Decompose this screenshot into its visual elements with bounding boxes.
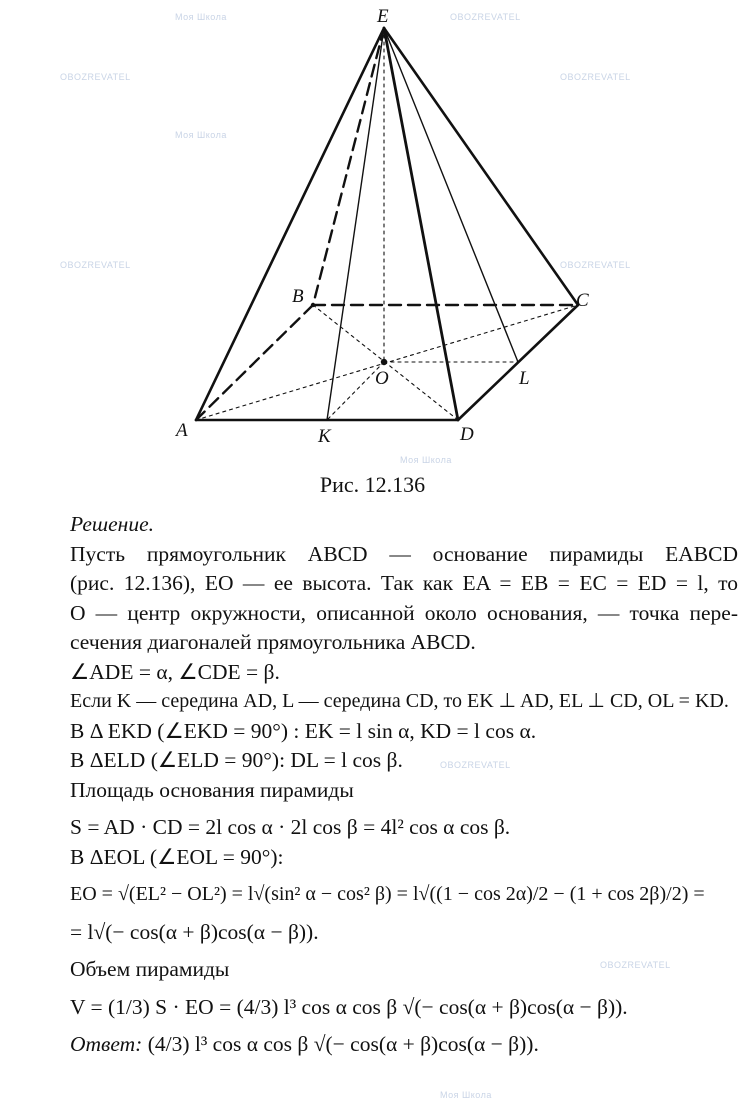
label-A: A <box>176 420 188 441</box>
figure-caption: Рис. 12.136 <box>319 472 426 497</box>
text-line: (рис. 12.136), EO — ее высота. Так как EA = EB = EC = ED = l, то <box>70 571 738 595</box>
edge-AB <box>196 305 313 420</box>
label-O: O <box>375 368 389 389</box>
label-B: B <box>292 286 304 307</box>
volume-formula: V = (1/3) S · EO = (4/3) l³ cos α cos β √(− cos(α + β)cos(α − β)). <box>70 994 628 1019</box>
text-line: Если K — середина AD, L — середина CD, то EK ⊥ AD, EL ⊥ CD, OL = KD. <box>70 690 729 712</box>
label-K: K <box>318 426 331 447</box>
text-line: В Δ EKD (∠EKD = 90°) : EK = l sin α, KD = l cos α. <box>70 718 537 743</box>
label-E: E <box>377 6 389 27</box>
angle-definition: ∠ADE = α, ∠CDE = β. <box>70 659 280 684</box>
label-L: L <box>519 368 530 389</box>
pyramid-figure <box>0 0 745 470</box>
watermark: OBOZREVATEL <box>600 960 671 970</box>
watermark: Моя Школа <box>400 455 452 465</box>
label-C: C <box>576 290 589 311</box>
base-area-formula: S = AD · CD = 2l cos α · 2l cos β = 4l² cos α cos β. <box>70 815 511 839</box>
watermark: OBOZREVATEL <box>60 260 131 270</box>
text-line: В ΔELD (∠ELD = 90°): DL = l cos β. <box>70 748 403 772</box>
watermark: OBOZREVATEL <box>60 72 131 82</box>
label-D: D <box>460 424 474 445</box>
edge-EC <box>384 28 578 305</box>
text-line: Пусть прямоугольник ABCD — основание пирамиды EABCD <box>70 541 738 566</box>
watermark: OBOZREVATEL <box>560 260 631 270</box>
edge-ED <box>384 28 458 420</box>
edge-EB <box>313 28 384 305</box>
point-B <box>311 303 315 307</box>
answer-formula: (4/3) l³ cos α cos β √(− cos(α + β)cos(α − β)). <box>147 1032 539 1056</box>
watermark: OBOZREVATEL <box>450 12 521 22</box>
apothem-EL <box>384 28 518 362</box>
text-line: В ΔEOL (∠EOL = 90°): <box>70 844 284 869</box>
text-line: O — центр окружности, описанной около основания, — точка пере- <box>70 600 738 625</box>
watermark: Моя Школа <box>175 130 227 140</box>
solution-heading: Решение. <box>70 512 155 536</box>
text-line: Объем пирамиды <box>70 957 230 981</box>
watermark: Моя Школа <box>175 12 227 22</box>
text-line: сечения диагоналей прямоугольника ABCD. <box>70 630 476 654</box>
point-O <box>381 359 387 365</box>
answer-label: Ответ: <box>70 1032 143 1056</box>
answer-line <box>70 1030 738 1060</box>
height-formula-continued: = l√(− cos(α + β)cos(α − β)). <box>70 919 319 944</box>
watermark: OBOZREVATEL <box>560 72 631 82</box>
solution-text <box>70 510 738 1060</box>
watermark: OBOZREVATEL <box>440 760 511 770</box>
height-formula: EO = √(EL² − OL²) = l√(sin² α − cos² β) = l√((1 − cos 2α)/2 − (1 + cos 2β)/2) = <box>70 883 705 905</box>
text-line: Площадь основания пирамиды <box>70 777 354 802</box>
watermark: Моя Школа <box>440 1090 492 1100</box>
